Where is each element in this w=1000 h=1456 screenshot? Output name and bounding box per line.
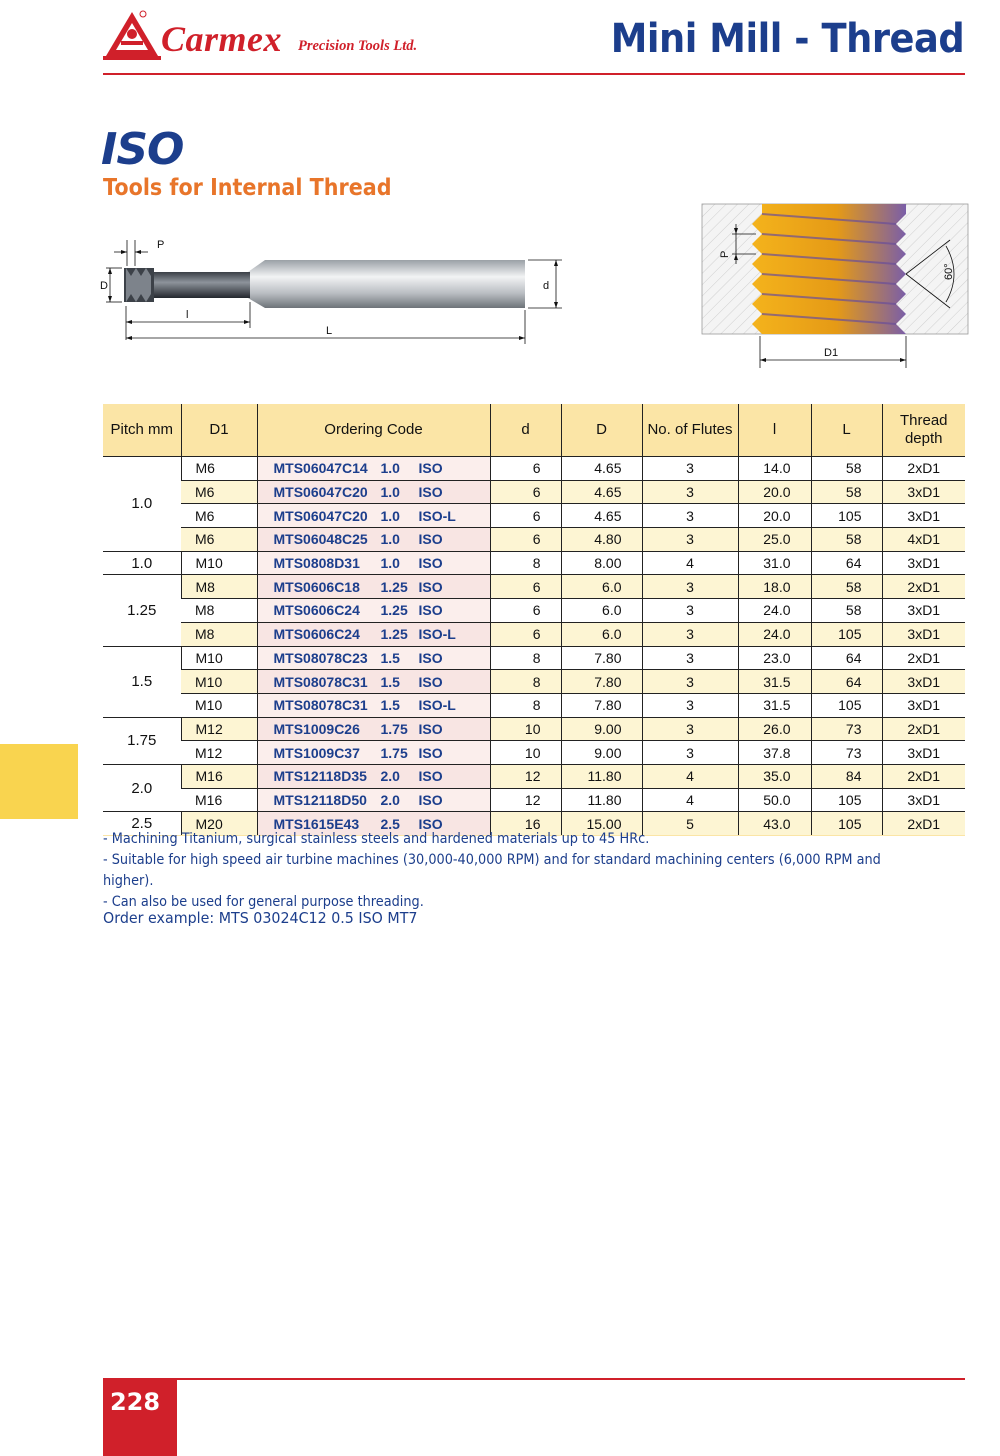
table-row [103, 504, 965, 528]
code-pitch: 1.75 [380, 720, 408, 737]
code-standard: ISO [418, 720, 443, 737]
shank-diameter-cell: 10 [490, 741, 561, 765]
code-pitch: 1.0 [380, 484, 400, 501]
shank-body [265, 260, 525, 308]
ordering-code: MTS1009C26 [273, 720, 360, 737]
head-diameter-cell: 7.80 [561, 670, 642, 694]
code-standard: ISO [418, 791, 443, 808]
d1-cell: M8 [181, 575, 257, 599]
ordering-code-cell [257, 670, 490, 694]
flutes-cell: 3 [642, 575, 738, 599]
shank-diameter-cell: 8 [490, 693, 561, 717]
thread-depth-cell: 2xD1 [882, 457, 965, 481]
code-standard: ISO [418, 578, 443, 595]
thread-depth-cell: 3xD1 [882, 741, 965, 765]
flutes-cell: 3 [642, 599, 738, 623]
ordering-code: MTS08078C31 [273, 697, 368, 714]
section-title: ISO [101, 124, 184, 175]
shank-diameter-cell: 10 [490, 717, 561, 741]
pitch-cell: 2.5 [103, 812, 181, 836]
overall-length-cell: 64 [811, 551, 882, 575]
ordering-code-cell [257, 788, 490, 812]
thread-depth-cell: 3xD1 [882, 693, 965, 717]
thread-depth-cell: 2xD1 [882, 764, 965, 788]
shank-diameter-cell: 6 [490, 480, 561, 504]
shank-diameter-cell: 6 [490, 457, 561, 481]
cutting-length-cell: 26.0 [738, 717, 811, 741]
pitch-cell: 1.25 [103, 575, 181, 646]
tool-drawing [100, 232, 570, 352]
code-standard: ISO-L [418, 697, 456, 714]
table-row [103, 575, 965, 599]
pitch-group [103, 764, 965, 811]
head-diameter-cell: 9.00 [561, 717, 642, 741]
label-l: l [186, 309, 189, 321]
code-pitch: 1.5 [380, 673, 400, 690]
head-diameter-cell: 7.80 [561, 646, 642, 670]
code-pitch: 1.25 [380, 578, 408, 595]
code-pitch: 1.0 [380, 460, 400, 477]
header-D: D [561, 404, 642, 457]
head-diameter-cell: 4.65 [561, 480, 642, 504]
thread-depth-cell: 2xD1 [882, 717, 965, 741]
header-divider [103, 73, 965, 75]
ordering-code-cell [257, 504, 490, 528]
overall-length-cell: 58 [811, 480, 882, 504]
head-diameter-cell: 11.80 [561, 764, 642, 788]
head-diameter-cell: 11.80 [561, 788, 642, 812]
cutting-length-cell: 24.0 [738, 622, 811, 646]
ordering-code-cell [257, 622, 490, 646]
d1-cell: M10 [181, 646, 257, 670]
cutting-length-cell: 23.0 [738, 646, 811, 670]
d1-cell: M6 [181, 528, 257, 552]
thread-depth-cell: 3xD1 [882, 480, 965, 504]
pitch-group [103, 575, 965, 646]
cutting-head [124, 268, 154, 302]
ordering-code: MTS12118D50 [273, 791, 367, 808]
flutes-cell: 4 [642, 764, 738, 788]
code-standard: ISO [418, 531, 443, 548]
flutes-cell: 3 [642, 480, 738, 504]
d1-cell: M12 [181, 717, 257, 741]
overall-length-cell: 64 [811, 646, 882, 670]
table-row [103, 551, 965, 575]
cutting-length-cell: 43.0 [738, 812, 811, 836]
shank-diameter-cell: 6 [490, 599, 561, 623]
code-standard: ISO [418, 555, 443, 572]
table-row [103, 788, 965, 812]
head-diameter-cell: 6.0 [561, 599, 642, 623]
thread-depth-cell: 2xD1 [882, 575, 965, 599]
code-pitch: 2.0 [380, 768, 400, 785]
overall-length-cell: 58 [811, 575, 882, 599]
d1-cell: M16 [181, 764, 257, 788]
thread-depth-cell: 3xD1 [882, 670, 965, 694]
pitch-cell: 1.5 [103, 646, 181, 717]
code-standard: ISO [418, 484, 443, 501]
table-row [103, 646, 965, 670]
table-row [103, 764, 965, 788]
overall-length-cell: 105 [811, 788, 882, 812]
shank-diameter-cell: 16 [490, 812, 561, 836]
code-standard: ISO [418, 602, 443, 619]
shank-diameter-cell: 12 [490, 788, 561, 812]
overall-length-cell: 58 [811, 528, 882, 552]
header-d1: D1 [181, 404, 257, 457]
table-row [103, 480, 965, 504]
code-pitch: 1.0 [380, 507, 400, 524]
table-row [103, 622, 965, 646]
cutting-length-cell: 24.0 [738, 599, 811, 623]
cutting-length-cell: 31.0 [738, 551, 811, 575]
ordering-code: MTS0808D31 [273, 555, 360, 572]
d1-cell: M10 [181, 551, 257, 575]
pitch-cell: 1.75 [103, 717, 181, 764]
thread-profile-drawing [700, 196, 970, 376]
ordering-code: MTS06047C20 [273, 484, 368, 501]
ordering-code: MTS12118D35 [273, 768, 367, 785]
d1-cell: M20 [181, 812, 257, 836]
label-pitch: P [719, 250, 731, 258]
pitch-group [103, 551, 965, 575]
flutes-cell: 3 [642, 717, 738, 741]
flutes-cell: 3 [642, 504, 738, 528]
flutes-cell: 3 [642, 741, 738, 765]
header-pitch: Pitch mm [103, 404, 181, 457]
cutting-length-cell: 50.0 [738, 788, 811, 812]
code-standard: ISO [418, 649, 443, 666]
ordering-code-cell [257, 551, 490, 575]
thread-depth-cell: 4xD1 [882, 528, 965, 552]
table-row [103, 599, 965, 623]
code-pitch: 1.0 [380, 555, 400, 572]
shank-diameter-cell: 8 [490, 551, 561, 575]
ordering-code-cell [257, 528, 490, 552]
label-d: d [543, 280, 550, 292]
header-ordering-code: Ordering Code [257, 404, 490, 457]
head-diameter-cell: 4.65 [561, 504, 642, 528]
tool-neck [152, 272, 250, 298]
ordering-code: MTS0606C24 [273, 626, 360, 643]
overall-length-cell: 105 [811, 693, 882, 717]
flutes-cell: 5 [642, 812, 738, 836]
shank-diameter-cell: 6 [490, 622, 561, 646]
overall-length-cell: 58 [811, 599, 882, 623]
shank-taper [248, 260, 265, 308]
shank-diameter-cell: 8 [490, 670, 561, 694]
header-d: d [490, 404, 561, 457]
table-header [103, 404, 965, 457]
cutting-length-cell: 20.0 [738, 480, 811, 504]
head-diameter-cell: 8.00 [561, 551, 642, 575]
notes [103, 829, 928, 913]
ordering-code: MTS08078C23 [273, 649, 368, 666]
note-line: - Suitable for high speed air turbine machines (30,000-40,000 RPM) and for standard machining centers (6,000 RPM and higher). [103, 852, 881, 889]
ordering-code-cell [257, 741, 490, 765]
cutting-length-cell: 31.5 [738, 670, 811, 694]
cutting-length-cell: 25.0 [738, 528, 811, 552]
label-p: P [157, 239, 165, 251]
note-line: - Can also be used for general purpose threading. [103, 894, 424, 910]
shank-diameter-cell: 12 [490, 764, 561, 788]
overall-length-cell: 84 [811, 764, 882, 788]
thread-depth-cell: 3xD1 [882, 551, 965, 575]
table-row [103, 717, 965, 741]
footer-divider [103, 1378, 965, 1380]
ordering-code-cell [257, 646, 490, 670]
cutting-length-cell: 20.0 [738, 504, 811, 528]
label-D: D [100, 280, 108, 292]
overall-length-cell: 73 [811, 717, 882, 741]
code-pitch: 1.25 [380, 602, 408, 619]
overall-length-cell: 105 [811, 622, 882, 646]
d1-cell: M10 [181, 670, 257, 694]
shank-diameter-cell: 8 [490, 646, 561, 670]
table-row [103, 741, 965, 765]
d1-cell: M6 [181, 480, 257, 504]
ordering-code: MTS06048C25 [273, 531, 368, 548]
cutting-length-cell: 37.8 [738, 741, 811, 765]
d1-cell: M6 [181, 457, 257, 481]
flutes-cell: 3 [642, 528, 738, 552]
code-pitch: 1.75 [380, 744, 408, 761]
overall-length-cell: 105 [811, 812, 882, 836]
pitch-group [103, 457, 965, 552]
thread-depth-cell: 3xD1 [882, 599, 965, 623]
ordering-code: MTS08078C31 [273, 673, 368, 690]
thread-flanks [752, 204, 906, 334]
code-standard: ISO-L [418, 507, 456, 524]
code-pitch: 1.25 [380, 626, 408, 643]
head-diameter-cell: 9.00 [561, 741, 642, 765]
overall-length-cell: 64 [811, 670, 882, 694]
label-L: L [326, 325, 333, 337]
cutting-length-cell: 31.5 [738, 693, 811, 717]
ordering-code: MTS1615E43 [273, 815, 360, 832]
code-standard: ISO [418, 768, 443, 785]
code-pitch: 2.0 [380, 791, 400, 808]
overall-length-cell: 105 [811, 504, 882, 528]
note-line: - Machining Titanium, surgical stainless steels and hardened materials up to 45 HRc. [103, 831, 650, 847]
ordering-code: MTS1009C37 [273, 744, 360, 761]
code-standard: ISO-L [418, 626, 456, 643]
brand-name: Carmex [161, 19, 283, 59]
thread-depth-cell: 3xD1 [882, 788, 965, 812]
shank-diameter-cell: 6 [490, 504, 561, 528]
code-pitch: 1.5 [380, 697, 400, 714]
pitch-cell: 1.0 [103, 551, 181, 575]
code-pitch: 1.0 [380, 531, 400, 548]
section-subtitle: Tools for Internal Thread [103, 175, 392, 201]
header-flutes: No. of Flutes [642, 404, 738, 457]
table-row [103, 670, 965, 694]
d1-cell: M16 [181, 788, 257, 812]
thread-depth-cell: 3xD1 [882, 504, 965, 528]
header-thread-depth: Thread depth [882, 404, 965, 457]
flutes-cell: 3 [642, 693, 738, 717]
code-pitch: 2.5 [380, 815, 400, 832]
head-diameter-cell: 6.0 [561, 575, 642, 599]
flutes-cell: 3 [642, 646, 738, 670]
flutes-cell: 3 [642, 670, 738, 694]
ordering-code-cell [257, 575, 490, 599]
shank-diameter-cell: 6 [490, 528, 561, 552]
table-row [103, 528, 965, 552]
pitch-group [103, 717, 965, 764]
carmex-logo-mark-icon [103, 11, 161, 60]
header-L: L [811, 404, 882, 457]
flutes-cell: 4 [642, 788, 738, 812]
side-tab [0, 744, 78, 819]
head-diameter-cell: 6.0 [561, 622, 642, 646]
cutting-length-cell: 14.0 [738, 457, 811, 481]
ordering-code-cell [257, 457, 490, 481]
ordering-code-cell [257, 599, 490, 623]
flutes-cell: 4 [642, 551, 738, 575]
ordering-code-cell [257, 693, 490, 717]
cutting-length-cell: 18.0 [738, 575, 811, 599]
ordering-code: MTS0606C18 [273, 578, 360, 595]
d1-cell: M10 [181, 693, 257, 717]
overall-length-cell: 58 [811, 457, 882, 481]
d1-cell: M8 [181, 622, 257, 646]
code-standard: ISO [418, 744, 443, 761]
pitch-group [103, 646, 965, 717]
head-diameter-cell: 4.80 [561, 528, 642, 552]
d1-cell: M8 [181, 599, 257, 623]
thread-depth-cell: 2xD1 [882, 812, 965, 836]
label-D1: D1 [824, 347, 839, 359]
ordering-code: MTS0606C24 [273, 602, 360, 619]
thread-depth-cell: 2xD1 [882, 646, 965, 670]
ordering-code: MTS06047C14 [273, 460, 368, 477]
flutes-cell: 3 [642, 622, 738, 646]
order-example: Order example: MTS 03024C12 0.5 ISO MT7 [103, 909, 418, 927]
d1-cell: M12 [181, 741, 257, 765]
head-diameter-cell: 15.00 [561, 812, 642, 836]
table-row [103, 457, 965, 481]
ordering-code-cell [257, 764, 490, 788]
page-title: Mini Mill - Thread [610, 16, 964, 62]
head-diameter-cell: 4.65 [561, 457, 642, 481]
head-diameter-cell: 7.80 [561, 693, 642, 717]
code-standard: ISO [418, 815, 443, 832]
cutting-length-cell: 35.0 [738, 764, 811, 788]
spec-table [103, 404, 965, 836]
flutes-cell: 3 [642, 457, 738, 481]
pitch-cell: 2.0 [103, 764, 181, 811]
page-number: 228 [109, 1388, 161, 1416]
code-standard: ISO [418, 673, 443, 690]
d1-cell: M6 [181, 504, 257, 528]
ordering-code: MTS06047C20 [273, 507, 368, 524]
table-row [103, 693, 965, 717]
shank-diameter-cell: 6 [490, 575, 561, 599]
header-l: l [738, 404, 811, 457]
brand-subtitle: Precision Tools Ltd. [298, 38, 418, 54]
ordering-code-cell [257, 717, 490, 741]
code-pitch: 1.5 [380, 649, 400, 666]
thread-depth-cell: 3xD1 [882, 622, 965, 646]
code-standard: ISO [418, 460, 443, 477]
label-angle: 60° [943, 263, 955, 280]
pitch-cell: 1.0 [103, 457, 181, 552]
ordering-code-cell [257, 480, 490, 504]
overall-length-cell: 73 [811, 741, 882, 765]
